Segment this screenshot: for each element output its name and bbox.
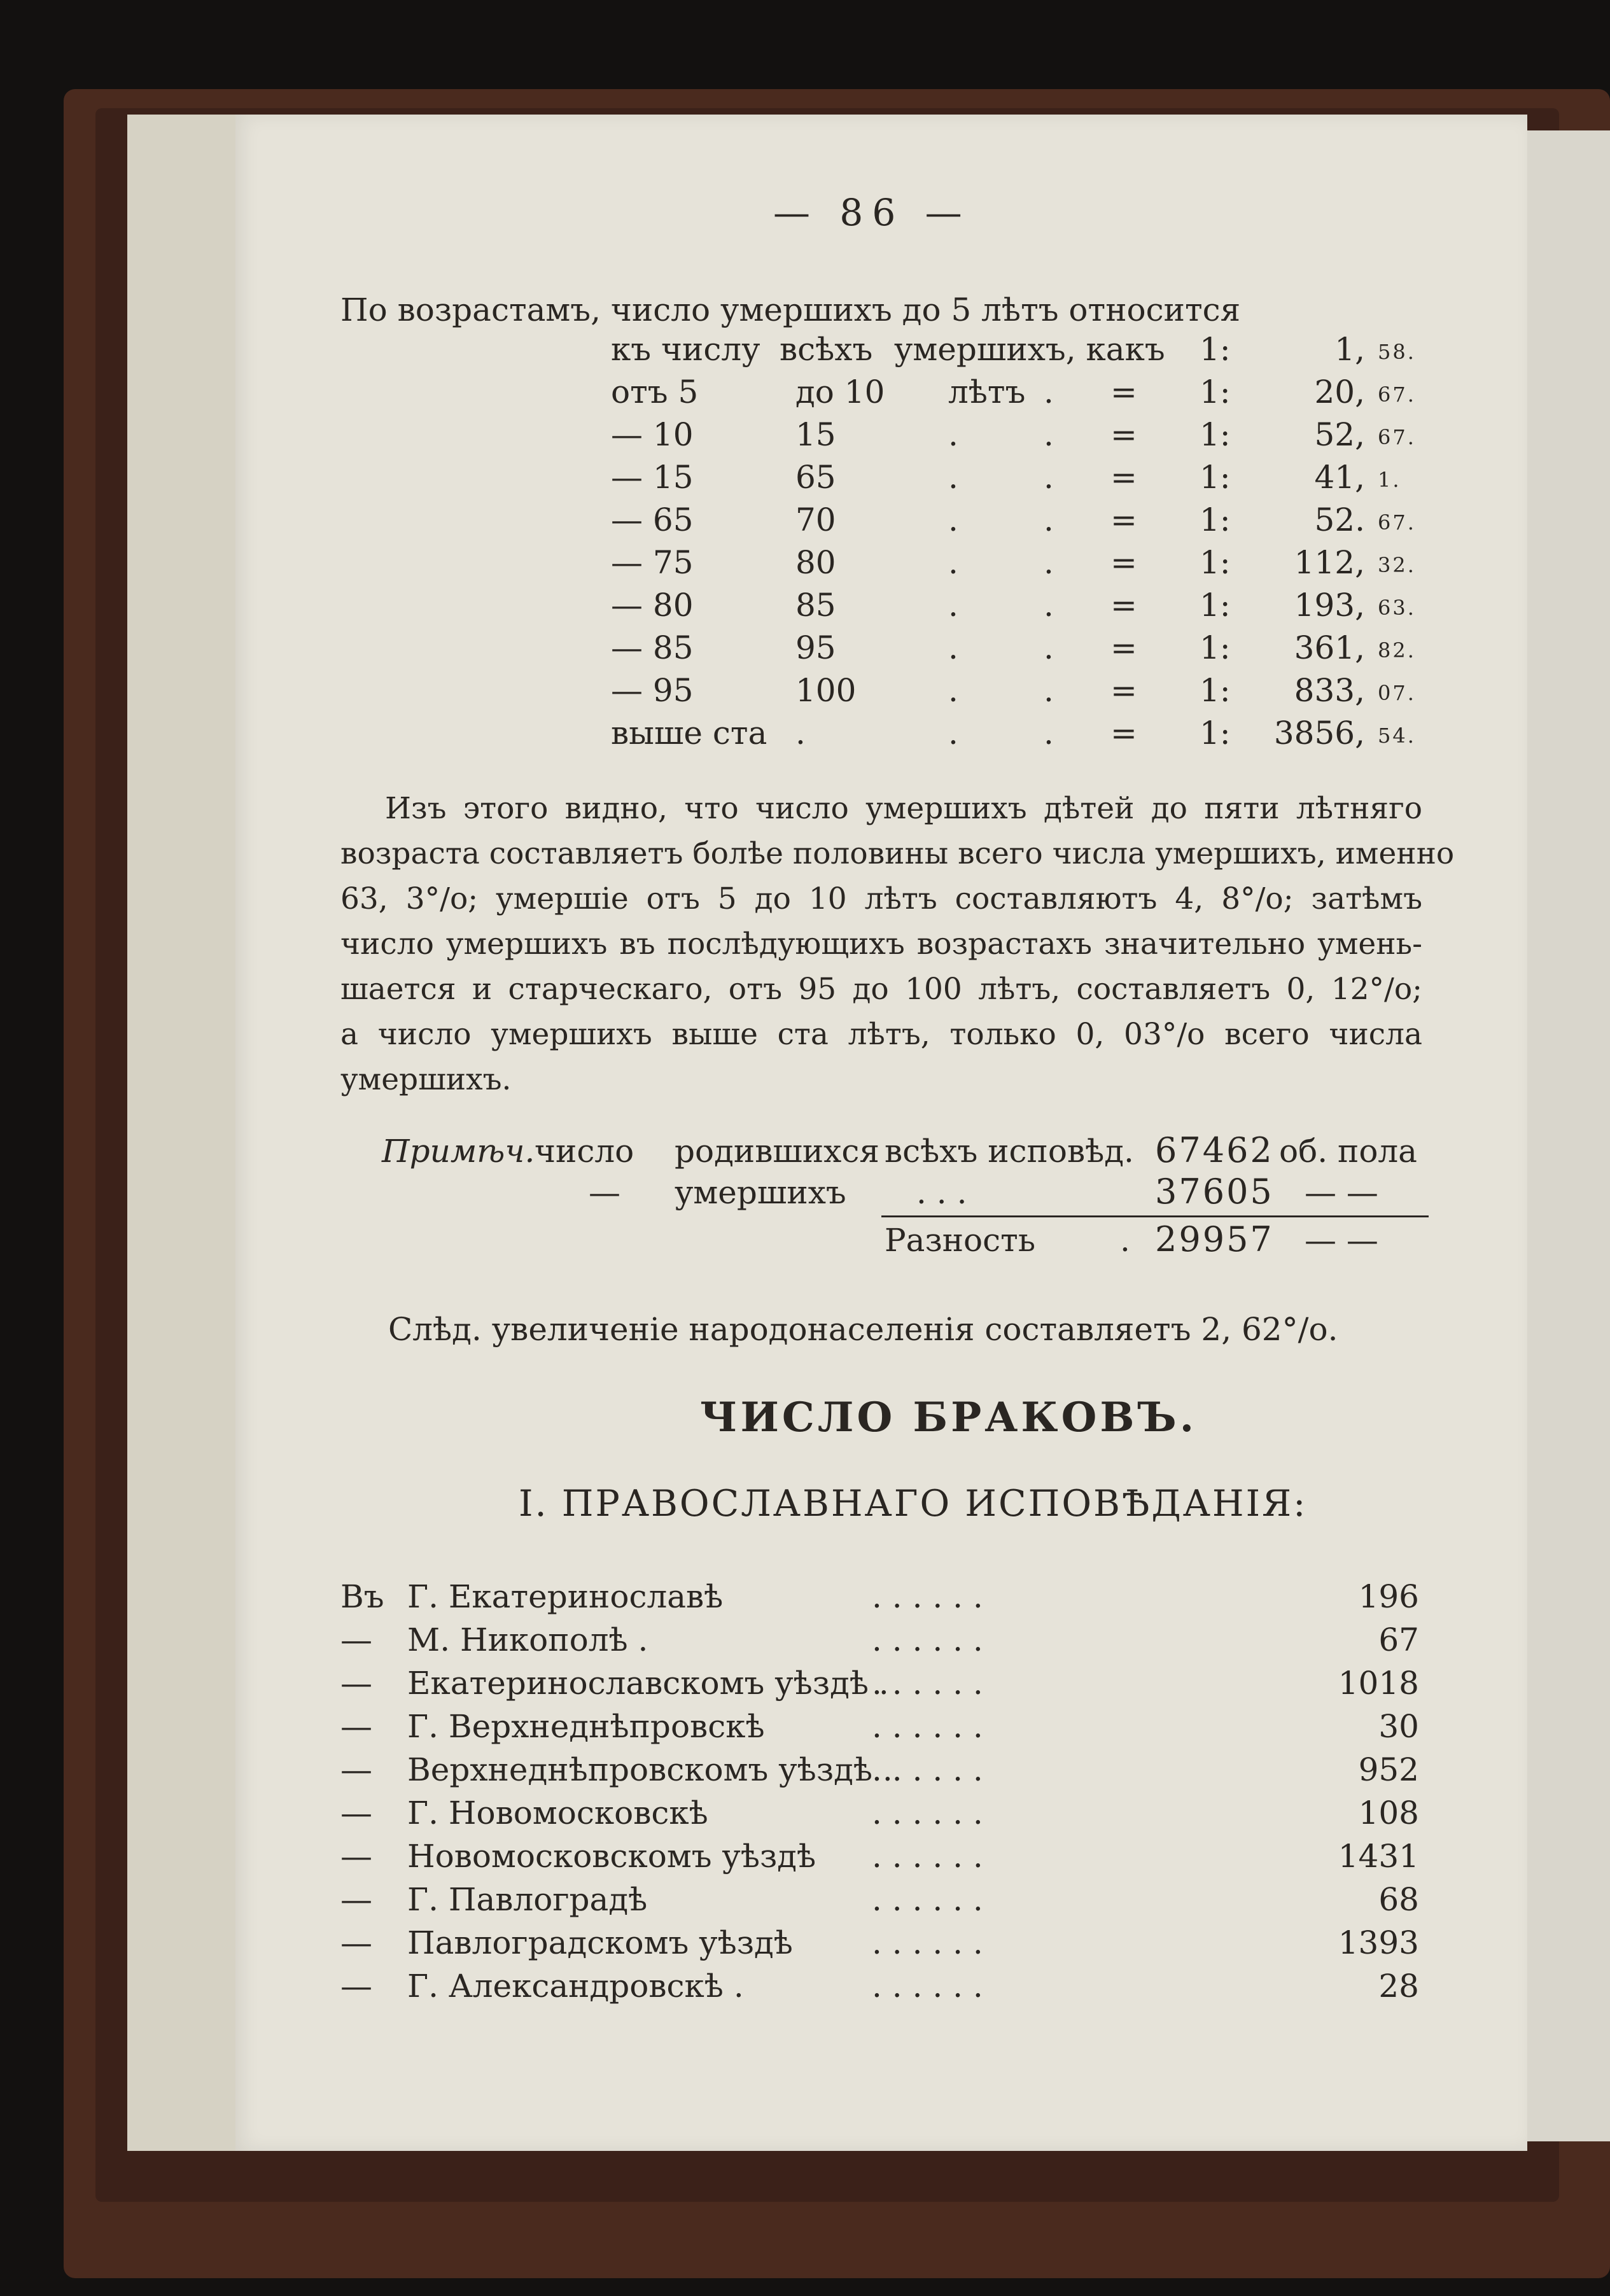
marriage-prefix: Въ — [340, 1578, 384, 1615]
ratio-to: 65 — [795, 459, 836, 496]
marriage-place: Павлоградскомъ уѣздѣ — [407, 1924, 793, 1961]
marriage-place: Екатеринославскомъ уѣздѣ . — [407, 1665, 889, 1702]
heading-text: ЧИСЛО БРАКОВЪ. — [700, 1394, 1197, 1441]
ratio-to: . — [795, 715, 806, 752]
marriage-count: 1393 — [1338, 1924, 1419, 1961]
note-row1-col2: всѣхъ исповѣд. — [885, 1133, 1134, 1170]
ratio-fraction: 63. — [1378, 596, 1416, 620]
ratio-col2: всѣхъ — [780, 331, 873, 368]
paragraph-line: 63, 3°/о; умершіе отъ 5 до 10 лѣтъ составляютъ 4, 8°/о; затѣмъ — [340, 881, 1422, 916]
ratio-to: до 10 — [795, 374, 885, 410]
leader-dots: . . . . . . — [872, 1665, 983, 1702]
ratio-fraction: 32. — [1378, 553, 1416, 577]
ratio-dots: . — [1044, 544, 1054, 581]
ratio-dots: . — [1044, 459, 1054, 496]
sum-rule — [881, 1215, 1429, 1217]
ratio-dots: . — [1044, 416, 1054, 453]
marriage-count: 952 — [1358, 1751, 1419, 1788]
marriage-prefix: — — [340, 1881, 372, 1918]
next-page-edge — [1527, 130, 1610, 2141]
ratio-from: — 80 — [611, 587, 694, 624]
ratio-to: 15 — [795, 416, 836, 453]
ratio-col3: . — [948, 416, 958, 453]
ratio-integer: 193, — [1294, 587, 1365, 624]
ratio-one: 1: — [1200, 416, 1231, 453]
marriage-prefix: — — [340, 1924, 372, 1961]
ratio-integer: 833, — [1294, 672, 1365, 709]
ratio-col3: . — [948, 715, 958, 752]
leader-dots: . . . . . . — [872, 1881, 983, 1918]
paragraph-line: умершихъ. — [340, 1062, 512, 1097]
ratio-fraction: 58. — [1378, 340, 1416, 364]
ratio-integer: 361, — [1294, 629, 1365, 666]
section-heading — [700, 1394, 1197, 1441]
ratio-fraction: 82. — [1378, 638, 1416, 662]
note-row2-prefix: — — [589, 1174, 620, 1211]
ratio-from: — 65 — [611, 501, 694, 538]
ratio-dots: . — [1044, 587, 1054, 624]
marriage-count: 67 — [1378, 1621, 1419, 1658]
note-row3-label: Разность — [885, 1222, 1036, 1259]
ratio-integer: 52, — [1314, 416, 1365, 453]
paragraph-line: шается и старческаго, отъ 95 до 100 лѣтъ, составляетъ 0, 12°/о; — [340, 972, 1422, 1007]
ratio-from: выше ста — [611, 715, 767, 752]
ratio-equals: = — [1110, 629, 1137, 666]
ratio-col3: . — [948, 459, 958, 496]
leader-dots: . . . . . . — [872, 1621, 983, 1658]
leader-dots: . . . . . . — [872, 1968, 983, 2005]
ratio-fraction: 1. — [1378, 468, 1401, 492]
ratio-one: 1: — [1200, 374, 1231, 410]
ratio-integer: 3856, — [1273, 715, 1365, 752]
ratio-col3: . — [948, 587, 958, 624]
ratio-equals: = — [1110, 374, 1137, 410]
ratio-dots: . — [1044, 501, 1054, 538]
ratio-fraction: 67. — [1378, 510, 1416, 535]
paragraph-line: число умершихъ въ послѣдующихъ возрастахъ значительно умень- — [340, 927, 1422, 962]
ratio-from: отъ 5 — [611, 374, 699, 410]
note-row2-dots: . . . — [916, 1174, 967, 1211]
paragraph-line: Изъ этого видно, что число умершихъ дѣтей до пяти лѣтняго — [385, 791, 1422, 826]
paragraph-line: а число умершихъ выше ста лѣтъ, только 0, 03°/о всего числа — [340, 1017, 1422, 1052]
ratio-from: — 15 — [611, 459, 694, 496]
ratio-equals: = — [1110, 544, 1137, 581]
ratio-col3: . — [948, 544, 958, 581]
ratio-from: — 75 — [611, 544, 694, 581]
leader-dots: . . . . . . — [872, 1751, 983, 1788]
marriage-place: Г. Верхнеднѣпровскѣ — [407, 1708, 765, 1745]
ratio-to: 80 — [795, 544, 836, 581]
ratio-dots: . — [1044, 672, 1054, 709]
ratio-from: — 95 — [611, 672, 694, 709]
ratio-equals: = — [1110, 501, 1137, 538]
marriage-count: 68 — [1378, 1881, 1419, 1918]
marriage-place: Г. Екатеринославѣ — [407, 1578, 724, 1615]
note-row3-value: 29957 — [1155, 1219, 1274, 1259]
intro-line: По возрастамъ, число умершихъ до 5 лѣтъ относится — [340, 291, 1241, 328]
ratio-integer: 20, — [1314, 374, 1365, 410]
ratio-integer: 41, — [1314, 459, 1365, 496]
marriage-count: 1431 — [1338, 1838, 1419, 1875]
ratio-dots: . — [1044, 715, 1054, 752]
note-row1-prefix: число — [535, 1133, 634, 1170]
ratio-dots: . — [1044, 629, 1054, 666]
marriage-place: Г. Новомосковскѣ — [407, 1795, 708, 1831]
ratio-fraction: 67. — [1378, 425, 1416, 449]
ratio-one: 1: — [1200, 715, 1231, 752]
marriage-prefix: — — [340, 1751, 372, 1788]
leader-dots: . . . . . . — [872, 1795, 983, 1831]
paragraph-line: возраста составляетъ болѣе половины всего числа умершихъ, именно — [340, 836, 1455, 871]
ratio-integer: 112, — [1294, 544, 1365, 581]
page-stack-edge — [127, 115, 242, 2151]
ratio-to: 85 — [795, 587, 836, 624]
conclusion: Слѣд. увеличеніе народонаселенія составляетъ 2, 62°/о. — [388, 1311, 1338, 1348]
marriage-place: Верхнеднѣпровскомъ уѣздѣ . — [407, 1751, 893, 1788]
ratio-one: 1: — [1200, 544, 1231, 581]
note-row3-dots: . — [1120, 1222, 1130, 1259]
leader-dots: . . . . . . — [872, 1838, 983, 1875]
note-row2-value: 37605 — [1155, 1172, 1274, 1212]
ratio-col3: . — [948, 672, 958, 709]
marriage-count: 196 — [1358, 1578, 1419, 1615]
ratio-col3: умершихъ, какъ — [894, 331, 1165, 368]
note-label: Примѣч. — [382, 1133, 535, 1170]
marriage-count: 1018 — [1338, 1665, 1419, 1702]
ratio-from: къ числу — [611, 331, 760, 368]
ratio-integer: 1, — [1334, 331, 1365, 368]
note-row1-col: родившихся — [675, 1133, 879, 1170]
note-row2-suffix: — — — [1305, 1174, 1378, 1211]
ratio-equals: = — [1110, 587, 1137, 624]
ratio-fraction: 07. — [1378, 681, 1416, 705]
ratio-one: 1: — [1200, 501, 1231, 538]
ratio-fraction: 54. — [1378, 724, 1416, 748]
marriage-count: 28 — [1378, 1968, 1419, 2005]
marriage-prefix: — — [340, 1968, 372, 2005]
ratio-equals: = — [1110, 672, 1137, 709]
marriage-prefix: — — [340, 1795, 372, 1831]
ratio-col3: . — [948, 501, 958, 538]
marriage-place: Г. Павлоградѣ — [407, 1881, 648, 1918]
marriage-place: Новомосковскомъ уѣздѣ — [407, 1838, 816, 1875]
marriage-place: М. Никополѣ . — [407, 1621, 648, 1658]
leader-dots: . . . . . . — [872, 1708, 983, 1745]
ratio-one: 1: — [1200, 672, 1231, 709]
ratio-integer: 52. — [1314, 501, 1365, 538]
note-row3-suffix: — — — [1305, 1222, 1378, 1259]
marriage-prefix: — — [340, 1665, 372, 1702]
ratio-one: 1: — [1200, 629, 1231, 666]
ratio-to: 100 — [795, 672, 857, 709]
ratio-one: 1: — [1200, 331, 1231, 368]
marriage-place: Г. Александровскѣ . — [407, 1968, 744, 2005]
ratio-one: 1: — [1200, 459, 1231, 496]
note-row2-col: умершихъ — [675, 1174, 846, 1211]
page-number: — 86 — — [773, 191, 971, 234]
ratio-one: 1: — [1200, 587, 1231, 624]
marriage-prefix: — — [340, 1621, 372, 1658]
note-row1-value: 67462 — [1155, 1130, 1274, 1170]
ratio-equals: = — [1110, 715, 1137, 752]
marriage-count: 30 — [1378, 1708, 1419, 1745]
ratio-from: — 85 — [611, 629, 694, 666]
ratio-dots: . — [1044, 374, 1054, 410]
leader-dots: . . . . . . — [872, 1924, 983, 1961]
ratio-equals: = — [1110, 416, 1137, 453]
book-page — [235, 115, 1527, 2151]
leader-dots: . . . . . . — [872, 1578, 983, 1615]
ratio-equals: = — [1110, 459, 1137, 496]
ratio-fraction: 67. — [1378, 382, 1416, 407]
ratio-to: 95 — [795, 629, 836, 666]
ratio-col3: лѣтъ — [948, 374, 1026, 410]
marriage-count: 108 — [1358, 1795, 1419, 1831]
subheading: I. ПРАВОСЛАВНАГО ИСПОВѢДАНІЯ: — [519, 1483, 1308, 1525]
ratio-from: — 10 — [611, 416, 694, 453]
marriage-prefix: — — [340, 1708, 372, 1745]
note-row1-suffix: об. пола — [1279, 1133, 1417, 1170]
ratio-col3: . — [948, 629, 958, 666]
ratio-to: 70 — [795, 501, 836, 538]
marriage-prefix: — — [340, 1838, 372, 1875]
